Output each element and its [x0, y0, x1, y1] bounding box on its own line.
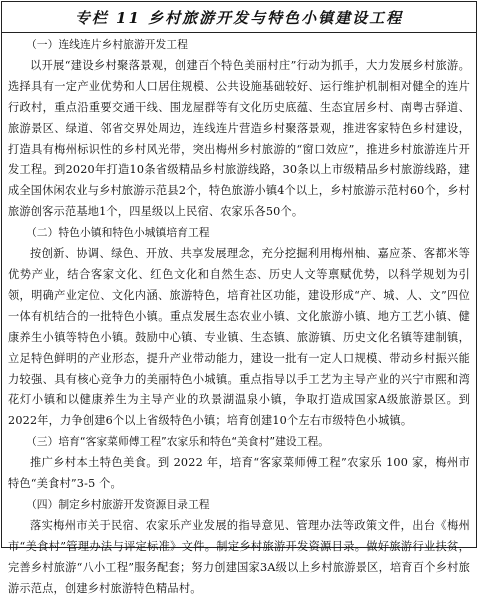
section-3-heading: （三）培育“客家菜师傅工程”农家乐和特色“美食村”建设工程。 [26, 435, 330, 449]
section-2-heading: （二）特色小镇和特色小城镇培育工程 [26, 226, 210, 240]
section-4-body: 落实梅州市关于民宿、农家乐产业发展的指导意见、管理办法等政策文件，出台《梅州市“美食村”管理办法与评定标准》文件。制定乡村旅游开发资源目录。做好旅游行业扶贫，完善乡村旅游“八小工程”服务配套；努力创建国家3A级以上乡村旅游景区，培育百个乡村旅游示范点，创建乡村旅游特色精品村。 [8, 518, 470, 595]
section-1-heading: （一）连线连片乡村旅游开发工程 [26, 38, 188, 51]
box-title: 专栏 11 乡村旅游开发与特色小镇建设工程 [2, 2, 476, 33]
feature-box [1, 1, 477, 595]
section-1-body: 以开展“建设乡村聚落景观，创建百个特色美丽村庄”行动为抓手，大力发展乡村旅游。选择具有一定产业优势和人口居住规模、公共设施基础较好、运行维护机制相对健全的连片行政村，重点沿重要交通干线、围龙屋群等有文化历史底蕴、生态宜居乡村、南粤古驿道、旅游景区、绿道、邻省交界处周边，连线连片营造乡村聚落景观，推进客家特色乡村建设，打造具有梅州标识性的乡村风光带，突出梅州乡村旅游的“窗口效应”，推进乡村旅游连片开发工程。到2020年打造10条省级精品乡村旅游线路，30条以上市级精品乡村旅游线路，建成全国休闲农业与乡村旅游示范县2个，特色旅游小镇4个以上，乡村旅游示范村60个，乡村旅游创客示范基地1个，四星级以上民宿、农家乐各50个。 [8, 58, 470, 219]
section-4-heading: （四）制定乡村旅游开发资源目录工程 [26, 497, 210, 511]
section-3-body: 推广乡村本土特色美食。到 2022 年，培育“客家菜师傅工程”农家乐 100 家，梅州市特色“美食村”3-5 个。 [8, 456, 470, 491]
section-2-body: 按创新、协调、绿色、开放、共享发展理念，充分挖掘利用梅州柚、嘉应茶、客都米等优势产业，结合客家文化、红色文化和自然生态、历史人文等禀赋优势，以科学规划为引领，明确产业定位、文化内涵、旅游特色，培育社区功能，建设形成“产、城、人、文”四位一体有机结合的一批特色小镇。重点发展生态农业小镇、文化旅游小镇、地方工艺小镇、健康养生小镇等特色小镇。鼓励中心镇、专业镇、生态镇、旅游镇、历史文化名镇等建制镇，立足特色鲜明的产业形态，提升产业带动能力，建设一批有一定人口规模、带动乡村振兴能力较强、具有核心竞争力的美丽特色小城镇。重点指导以手工艺为主导产业的兴宁市熙和湾花灯小镇和以健康养生为主导产业的玖景湖温泉小镇，争取打造成国家A级旅游景区。到2022年，力争创建6个以上省级特色小镇；培育创建10个左右市级特色小城镇。 [8, 247, 470, 428]
box-content [2, 33, 476, 599]
